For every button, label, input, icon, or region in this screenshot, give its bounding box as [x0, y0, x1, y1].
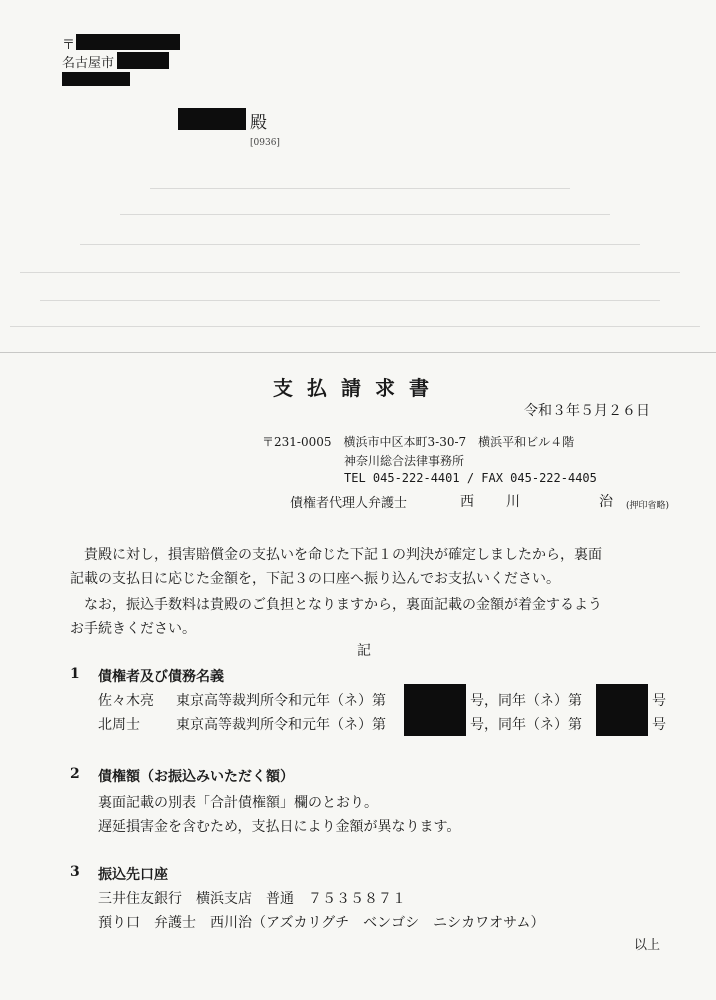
ki-heading: 記 [357, 643, 371, 659]
show-through-line [150, 188, 570, 189]
show-through-line [20, 272, 680, 273]
closing-text: 以上 [634, 938, 661, 953]
redaction-bar [596, 684, 648, 710]
redaction-bar [596, 708, 648, 736]
court-case-text: 号 [652, 717, 666, 733]
court-case-text: 東京高等裁判所令和元年（ネ）第 [176, 693, 386, 709]
section-heading: 債権者及び債務名義 [98, 669, 224, 685]
postal-mark: 〒 [62, 38, 76, 53]
sender-middle-name: 川 [506, 494, 520, 510]
section-heading: 振込先口座 [98, 867, 168, 883]
court-case-text: 号，同年（ネ）第 [470, 717, 582, 733]
bank-account-line: 三井住友銀行 横浜支店 普通 ７５３５８７１ [98, 891, 406, 907]
section-line: 遅延損害金を含むため，支払日により金額が異なります。 [98, 819, 461, 835]
section-number: 3 [70, 864, 80, 880]
creditor-name: 佐々木亮 [98, 693, 154, 709]
show-through-line [0, 352, 716, 353]
section-number: 2 [70, 766, 80, 782]
body-paragraph-1-line-2: 記載の支払日に応じた金額を，下記３の口座へ振り込んでお支払いください。 [70, 571, 560, 587]
sender-address: 〒231-0005 横浜市中区本町3-30-7 横浜平和ビル４階 [262, 435, 575, 449]
show-through-line [40, 300, 660, 301]
sender-family-name: 西 [460, 494, 474, 510]
section-line: 裏面記載の別表「合計債権額」欄のとおり。 [98, 795, 378, 811]
sender-given-name: 治 [599, 494, 613, 510]
show-through-line [80, 244, 640, 245]
redaction-bar [117, 52, 169, 69]
redaction-bar [76, 34, 180, 50]
seal-note: (押印省略) [626, 501, 670, 511]
show-through-line [10, 326, 700, 327]
body-paragraph-2-line-1: なお，振込手数料は貴殿のご負担となりますから，裏面記載の金額が着金するよう [84, 597, 602, 613]
redaction-bar [404, 708, 466, 736]
redaction-bar [404, 684, 466, 710]
section-number: 1 [70, 666, 80, 682]
court-case-text: 東京高等裁判所令和元年（ネ）第 [176, 717, 386, 733]
court-case-text: 号，同年（ネ）第 [470, 693, 582, 709]
sender-role: 債権者代理人弁護士 [290, 496, 408, 511]
account-holder-line: 預り口 弁護士 西川治（アズカリグチ ベンゴシ ニシカワオサム） [98, 915, 545, 931]
issue-date: 令和３年５月２６日 [524, 403, 650, 419]
body-paragraph-2-line-2: お手続きください。 [70, 621, 196, 637]
court-case-text: 号 [652, 693, 666, 709]
creditor-name: 北周士 [98, 717, 140, 733]
document-title: 支払請求書 [273, 376, 443, 400]
redaction-bar [178, 108, 246, 130]
recipient-honorific: 殿 [250, 113, 267, 133]
sender-office: 神奈川総合法律事務所 [344, 454, 465, 468]
redaction-bar [62, 72, 130, 86]
recipient-code: [0936] [250, 138, 280, 148]
sender-tel-fax: TEL 045-222-4401 / FAX 045-222-4405 [344, 471, 597, 485]
recipient-city: 名古屋市 [62, 56, 115, 71]
section-heading: 債権額（お振込みいただく額） [98, 769, 294, 785]
body-paragraph-1-line-1: 貴殿に対し，損害賠償金の支払いを命じた下記１の判決が確定しましたから，裏面 [84, 547, 602, 563]
show-through-line [120, 214, 610, 215]
